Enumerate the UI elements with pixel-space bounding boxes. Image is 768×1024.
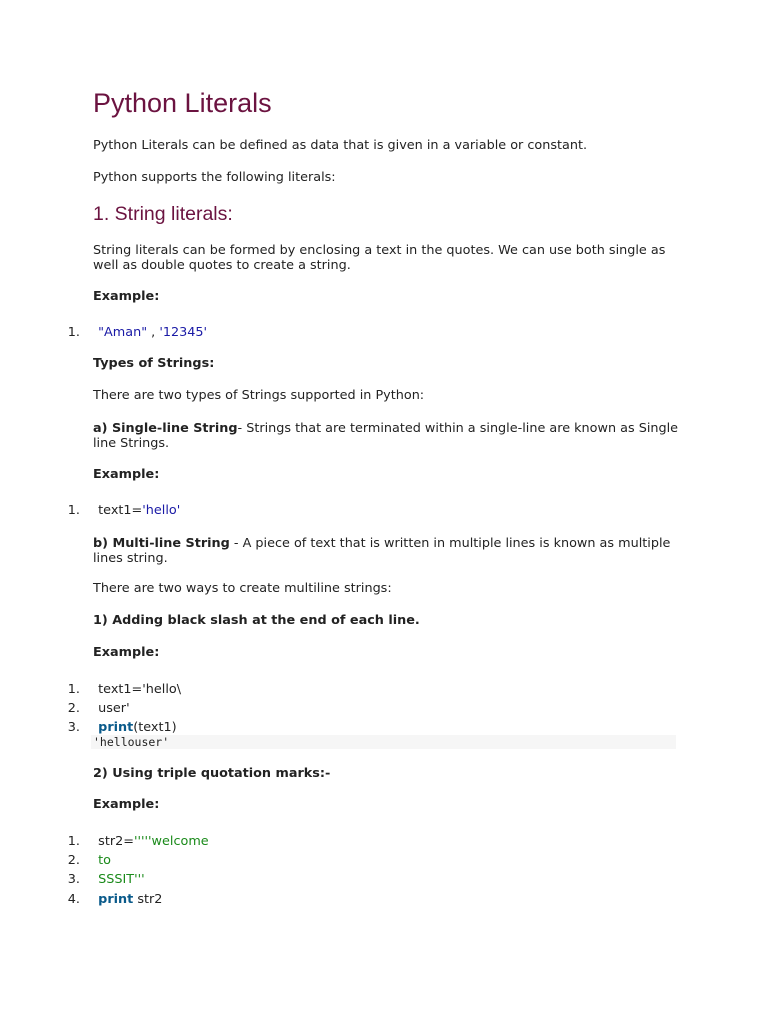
- code-list-2: [60, 504, 180, 519]
- section-heading-string-literals: 1. String literals:: [93, 203, 233, 225]
- code-keyword: print: [98, 720, 134, 735]
- code-line: [60, 873, 145, 888]
- code-line: [60, 854, 111, 869]
- code-text: str2: [133, 892, 163, 907]
- code-text: text1=: [98, 503, 143, 518]
- line-number: 4.: [67, 892, 80, 907]
- code-line: [60, 683, 181, 698]
- supports-paragraph: Python supports the following literals:: [93, 170, 336, 185]
- line-number: 2.: [67, 853, 80, 868]
- single-line-text: - Strings that are terminated within a single-line are known as Single line Strings.: [93, 421, 679, 451]
- code-list-1: [60, 326, 207, 341]
- code-line: [60, 721, 177, 736]
- code-string: SSSIT''': [98, 872, 145, 887]
- way2-heading: 2) Using triple quotation marks:-: [93, 766, 331, 781]
- output-box: [91, 735, 676, 749]
- code-string: '''''welcome: [133, 834, 209, 849]
- line-number: 1.: [67, 503, 80, 518]
- line-number: 2.: [67, 701, 80, 716]
- two-ways-paragraph: There are two ways to create multiline strings:: [93, 581, 392, 596]
- code-line: [60, 893, 162, 908]
- way1-heading: 1) Adding black slash at the end of each line.: [93, 613, 420, 628]
- code-line: [60, 835, 209, 850]
- line-number: 3.: [67, 872, 80, 887]
- example-label: Example:: [93, 289, 160, 304]
- example-label: Example:: [93, 797, 160, 812]
- line-number: 1.: [67, 682, 80, 697]
- types-heading: Types of Strings:: [93, 356, 215, 371]
- multi-line-text: - A piece of text that is written in multiple lines is known as multiple lines string.: [93, 536, 671, 566]
- code-text: text1='hello\: [98, 682, 182, 697]
- types-paragraph: There are two types of Strings supported in Python:: [93, 388, 425, 403]
- line-number: 1.: [67, 834, 80, 849]
- code-output: 'hellouser': [93, 735, 170, 749]
- code-text: (text1): [133, 720, 177, 735]
- string-literals-paragraph: String literals can be formed by enclosing a text in the quotes. We can use both single as well as double quotes to create a string.: [93, 243, 666, 273]
- intro-paragraph: Python Literals can be defined as data that is given in a variable or constant.: [93, 138, 588, 153]
- code-string: 'hello': [142, 503, 181, 518]
- line-number: 1.: [67, 325, 80, 340]
- code-string: '12345': [159, 325, 208, 340]
- code-string: "Aman": [98, 325, 148, 340]
- code-text: user': [98, 701, 130, 716]
- code-keyword: print: [98, 892, 134, 907]
- line-number: 3.: [67, 720, 80, 735]
- code-line: [60, 702, 130, 717]
- code-separator: ,: [147, 325, 160, 340]
- code-text: str2=: [98, 834, 134, 849]
- single-line-paragraph: [93, 422, 683, 451]
- code-string: to: [98, 853, 112, 868]
- page-title: Python Literals: [93, 88, 272, 118]
- single-line-label: a) Single-line String: [93, 421, 238, 436]
- multi-line-label: b) Multi-line String: [93, 536, 230, 551]
- example-label: Example:: [93, 645, 160, 660]
- example-label: Example:: [93, 467, 160, 482]
- multi-line-paragraph: [93, 537, 683, 566]
